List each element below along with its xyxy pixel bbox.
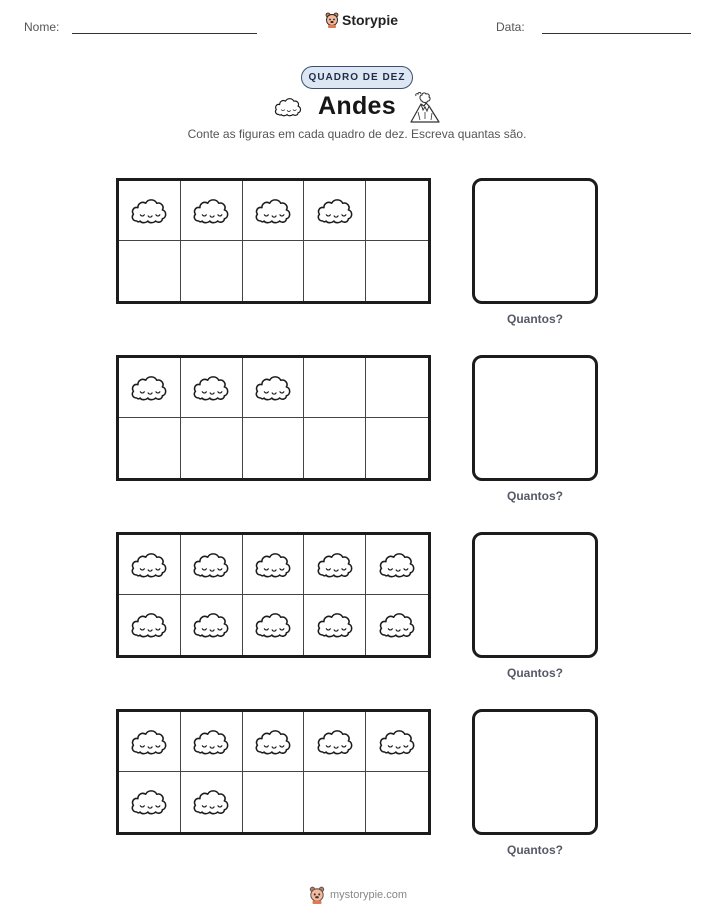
ten-frame-cell [243,712,305,772]
cloud-icon [191,609,231,641]
ten-frame-cell [304,595,366,655]
ten-frame [116,532,431,658]
date-write-line[interactable] [542,33,691,34]
ten-frame-cell [366,595,428,655]
cloud-icon [253,549,293,581]
cloud-icon [129,726,169,758]
cloud-icon [377,726,417,758]
ten-frame [116,709,431,835]
ten-frame-cell [119,535,181,595]
ten-frame-cell [304,712,366,772]
brand-name: Storypie [342,12,399,28]
ten-frame-cell [304,181,366,241]
ten-frame-cell [119,241,181,301]
cloud-icon [315,195,355,227]
ten-frame-cell [304,418,366,478]
answer-label: Quantos? [507,312,563,326]
cloud-icon [129,786,169,818]
ten-frame-cell [304,772,366,832]
ten-frame-cell [366,358,428,418]
date-label: Data: [496,20,525,34]
brand-logo [325,12,398,28]
cloud-icon [129,195,169,227]
ten-frame-cell [366,772,428,832]
ten-frame-cell [366,535,428,595]
ten-frame-cell [243,772,305,832]
ten-frame-cell [181,241,243,301]
ten-frame-cell [243,595,305,655]
cloud-icon [129,549,169,581]
answer-box[interactable] [472,355,598,481]
ten-frame-cell [243,358,305,418]
footer-url: mystorypie.com [330,889,408,901]
ten-frame-cell [366,241,428,301]
ten-frame-cell [119,712,181,772]
ten-frame-cell [243,241,305,301]
storypie-mascot-icon [309,886,325,904]
page-title: Andes [318,92,396,120]
ten-frame-cell [119,772,181,832]
ten-frame-cell [243,418,305,478]
ten-frame-cell [366,181,428,241]
ten-frame-cell [119,181,181,241]
cloud-icon [191,372,231,404]
ten-frame-cell [181,358,243,418]
ten-frame [116,178,431,304]
cloud-icon [253,372,293,404]
cloud-icon [315,549,355,581]
cloud-icon [377,609,417,641]
cloud-icon [315,726,355,758]
cloud-icon [191,786,231,818]
answer-label: Quantos? [507,666,563,680]
ten-frame [116,355,431,481]
name-label: Nome: [24,20,60,34]
ten-frame-cell [181,535,243,595]
worksheet-type-badge: QUADRO DE DEZ [301,66,413,89]
answer-label: Quantos? [507,489,563,503]
ten-frame-cell [181,595,243,655]
ten-frame-cell [304,241,366,301]
cloud-icon [377,549,417,581]
answer-box[interactable] [472,532,598,658]
volcano-icon [408,90,442,129]
ten-frame-cell [181,418,243,478]
ten-frame-cell [119,358,181,418]
ten-frame-cell [181,772,243,832]
cloud-icon [315,609,355,641]
cloud-icon [253,195,293,227]
storypie-mascot-icon [325,12,339,28]
title-row [0,90,714,126]
cloud-icon [191,726,231,758]
ten-frame-cell [304,535,366,595]
answer-label: Quantos? [507,843,563,857]
instructions: Conte as figuras em cada quadro de dez. Escreva quantas são. [187,127,527,141]
ten-frame-cell [366,418,428,478]
cloud-icon [253,726,293,758]
ten-frame-cell [366,712,428,772]
answer-box[interactable] [472,178,598,304]
footer [309,886,407,904]
ten-frame-cell [243,181,305,241]
ten-frame-cell [181,712,243,772]
cloud-icon [129,609,169,641]
cloud-icon [191,549,231,581]
cloud-icon [191,195,231,227]
answer-box[interactable] [472,709,598,835]
ten-frame-cell [119,418,181,478]
ten-frame-cell [119,595,181,655]
cloud-icon [253,609,293,641]
ten-frame-cell [304,358,366,418]
name-write-line[interactable] [72,33,257,34]
ten-frame-cell [243,535,305,595]
cloud-icon [129,372,169,404]
ten-frame-cell [181,181,243,241]
